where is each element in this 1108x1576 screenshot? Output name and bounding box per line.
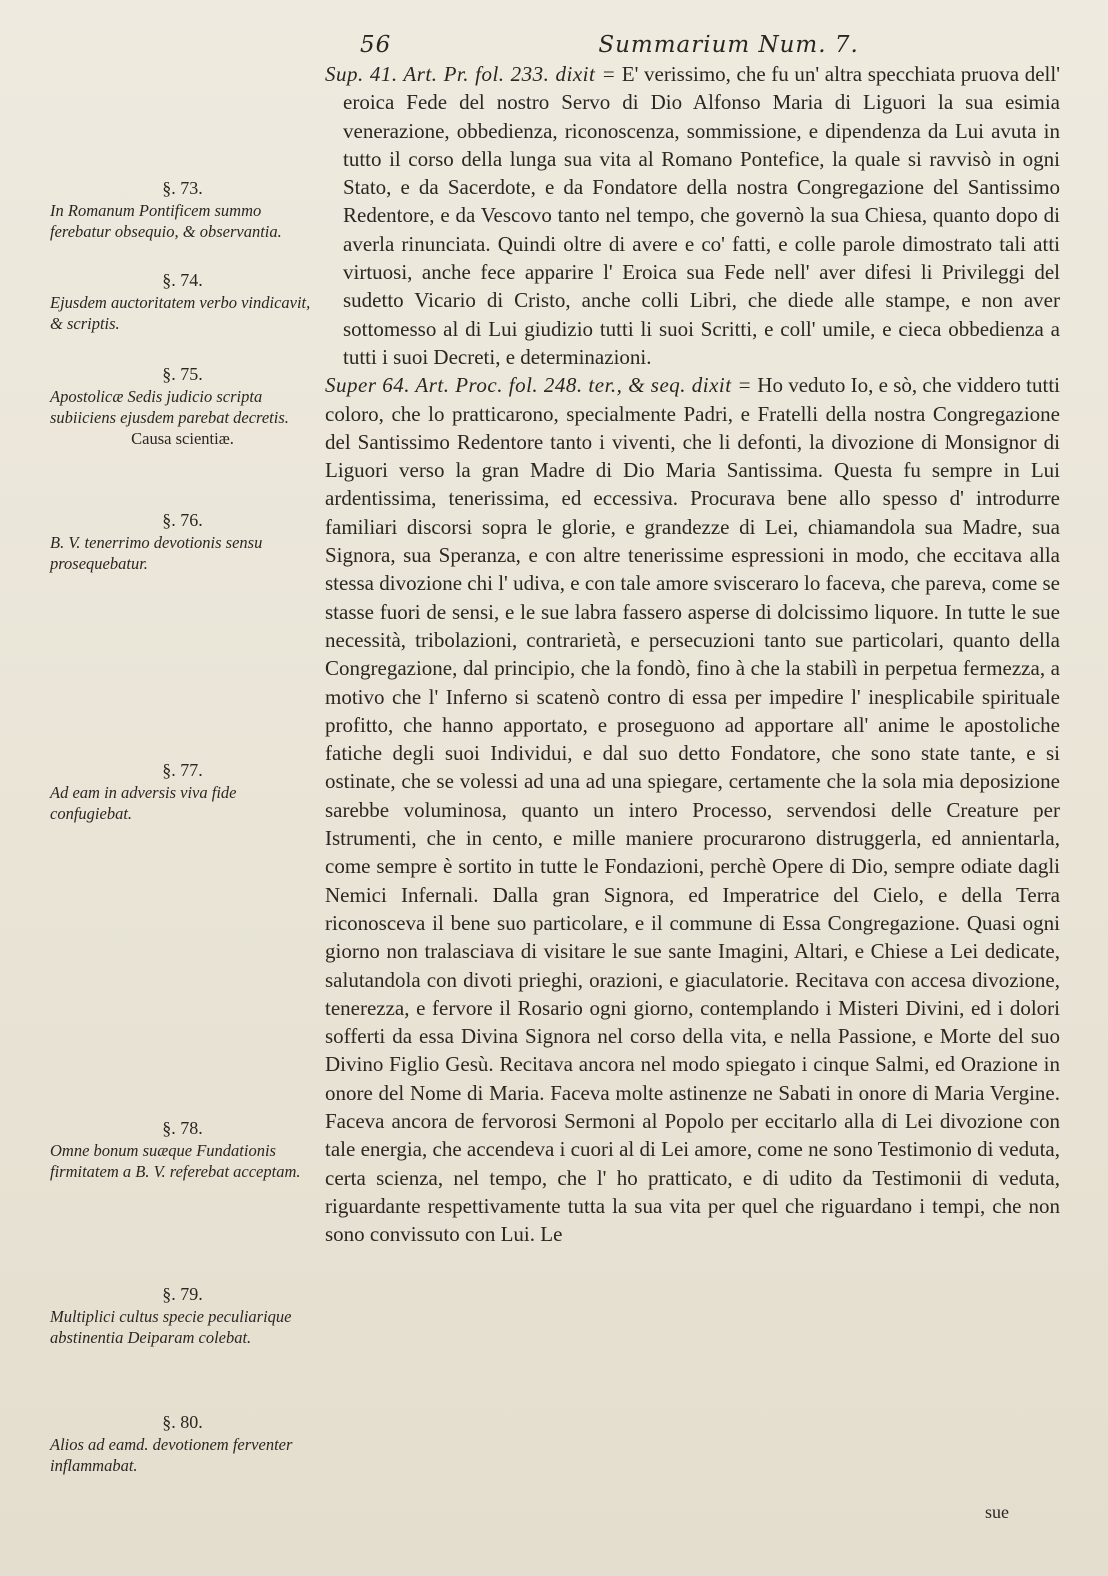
testimony-text: Ho veduto Io, e sò, che viddero tutti coloro, che lo pratticarono, specialmente Padri, e Fratelli della nostra Congregazione del Santissimo Redentore tanto i viventi, che li defonti, la divozione di Monsignor di Liguori verso la gran Madre di Dio Maria Santissima. Questa fu sempre in Lui ardentissima, tenerissima, ed eccessiva. Procurava bene allo spesso d' introdurre familiari discorsi sopra le glorie, e grandezze di Lei, chiamandola sua Madre, sua Signora, sua Speranza, e con altre tenerissime espressioni in modo, che eccitava alla stessa divozione chi l' udiva, e con tale amore svisceraro lo faceva, che pareva, come se stasse fuori de sensi, e le sue labra fassero asperse di dolcissimo liquore. In tutte le sue necessità, tribolazioni, contrarietà, e persecuzioni tanto sue particolari, quanto della Congregazione, dal principio, che la fondò, fino à che la stabilì in perpetua fermezza, a motivo che l' Inferno si scatenò contro di essa per impedire l' inesplicabile spirituale profitto, che hanno apportato, e proseguono ad apportare all' anime le apostoliche fatiche degli suoi Individui, e dal suo detto Fondatore, che sono state tante, e si ostinate, che se volessi ad una ad una spiegare, certamente che la sola mia deposizione sarebbe voluminosa, quanto un intero Processo, servendosi delle Creature per Istrumenti, che in cento, e mille maniere procurarono distruggerla, ed annientarla, come sempre è sortito in tutte le Fondazioni, perchè Opere di Dio, sempre odiate dagli Nemici Infernali. Dalla gran Signora, ed Imperatrice del Cielo, e della Terra riconosceva il bene suo particolare, e il commune di Essa Congregazione. Quasi ogni giorno non tralasciava di visitare le sue sante Imagini, Altari, e Chiese a Lei dedicate, salutandola con divoti prieghi, orazioni, e giaculatorie. Recitava con accesa divozione, tenerezza, e fervore il Rosario ogni giorno, contemplando i Misteri Divini, ed i dolori sofferti da essa Divina Signora nel corso della vita, e nella Passione, e Morte del suo Divino Figlio Gesù. Recitava ancora nel modo spiegato i cinque Salmi, ed Orazione in onore del Nome di Maria. Faceva molte astinenze ne Sabati in onore di Maria Vergine. Faceva ancora de fervorosi Sermoni al Popolo per eccitarlo alla di Lei divozione con tale energia, che accendeva i cuori al di Lei amore, come ne sono Testimonio di veduta, certa scienza, nel tempo, che l' ho pratticato, e di udito da Testimonii di veduta, riguardante respettivamente tutta la sua vita per quel che riguardano i tempi, che non sono convissuto con Lui. Le bbox=[325, 373, 1061, 1247]
section-number: §. 76. bbox=[162, 510, 203, 530]
margin-note-75 bbox=[50, 364, 315, 449]
section-number: §. 77. bbox=[162, 760, 203, 780]
paragraph-testimony-41 bbox=[325, 60, 1060, 371]
section-number: §. 80. bbox=[162, 1412, 203, 1432]
running-title: Summarium Num. 7. bbox=[598, 32, 859, 58]
section-number: §. 74. bbox=[162, 270, 203, 290]
page-header bbox=[360, 32, 1060, 58]
section-number: §. 79. bbox=[162, 1284, 203, 1304]
paragraph-testimony-64 bbox=[325, 371, 1060, 1248]
margin-note-text: Omne bonum suæque Fundationis firmitatem a B. V. referebat acceptam. bbox=[50, 1141, 301, 1181]
margin-note-text: Ejusdem auctoritatem verbo vindicavit, & scriptis. bbox=[50, 293, 311, 333]
margin-note-80 bbox=[50, 1412, 315, 1476]
margin-note-78 bbox=[50, 1118, 315, 1182]
catchword: sue bbox=[985, 1502, 1009, 1522]
margin-note-73 bbox=[50, 178, 315, 242]
margin-note-text: Alios ad eamd. devotionem ferventer inflammabat. bbox=[50, 1435, 293, 1475]
main-text bbox=[325, 60, 1060, 1248]
margin-note-text: Ad eam in adversis viva fide confugiebat. bbox=[50, 783, 237, 823]
section-number: §. 75. bbox=[162, 364, 203, 384]
margin-note-77 bbox=[50, 760, 315, 824]
section-number: §. 73. bbox=[162, 178, 203, 198]
margin-note-76 bbox=[50, 510, 315, 574]
margin-note-74 bbox=[50, 270, 315, 334]
testimony-text: E' verissimo, che fu un' altra specchiata pruova dell' eroica Fede del nostro Servo di Dio Alfonso Maria di Liguori la sua esimia venerazione, obbedienza, riconoscenza, sommissione, e dipendenza da Lui avuta in tutto il corso della lunga sua vita al Romano Pontefice, la quale si ravvisò in ogni Stato, e da Sacerdote, e da Fondatore della nostra Congregazione del Santissimo Redentore, e da Vescovo tanto nel tempo, che governò la sua Chiesa, quanto dopo di averla rinunciata. Quindi oltre di avere e co' fatti, e colle parole dimostrato tali atti virtuosi, anche fece apparire l' Eroica sua Fede nell' aver difesi li Privileggi del sudetto Vicario di Cristo, anche colli Libri, che diede alle stampe, e non aver sottomesso al di Lui giudizio tutti li suoi Scritti, e coll' umile, e cieca obbedienza a tutti i suoi Decreti, e determinazioni. bbox=[343, 62, 1061, 369]
margin-note-extra: Causa scientiæ. bbox=[131, 429, 234, 448]
testimony-reference: Sup. 41. Art. Pr. fol. 233. dixit = bbox=[325, 62, 617, 86]
margin-note-text: B. V. tenerrimo devotionis sensu prosequebatur. bbox=[50, 533, 263, 573]
testimony-reference: Super 64. Art. Proc. fol. 248. ter., & seq. dixit = bbox=[325, 373, 753, 398]
margin-note-text: Multiplici cultus specie peculiarique abstinentia Deiparam colebat. bbox=[50, 1307, 292, 1347]
section-number: §. 78. bbox=[162, 1118, 203, 1138]
margin-note-text: In Romanum Pontificem summo ferebatur obsequio, & observantia. bbox=[50, 201, 282, 241]
margin-note-text: Apostolicæ Sedis judicio scripta subiiciens ejusdem parebat decretis. bbox=[50, 387, 289, 427]
page-number: 56 bbox=[360, 32, 392, 58]
margin-note-79 bbox=[50, 1284, 315, 1348]
